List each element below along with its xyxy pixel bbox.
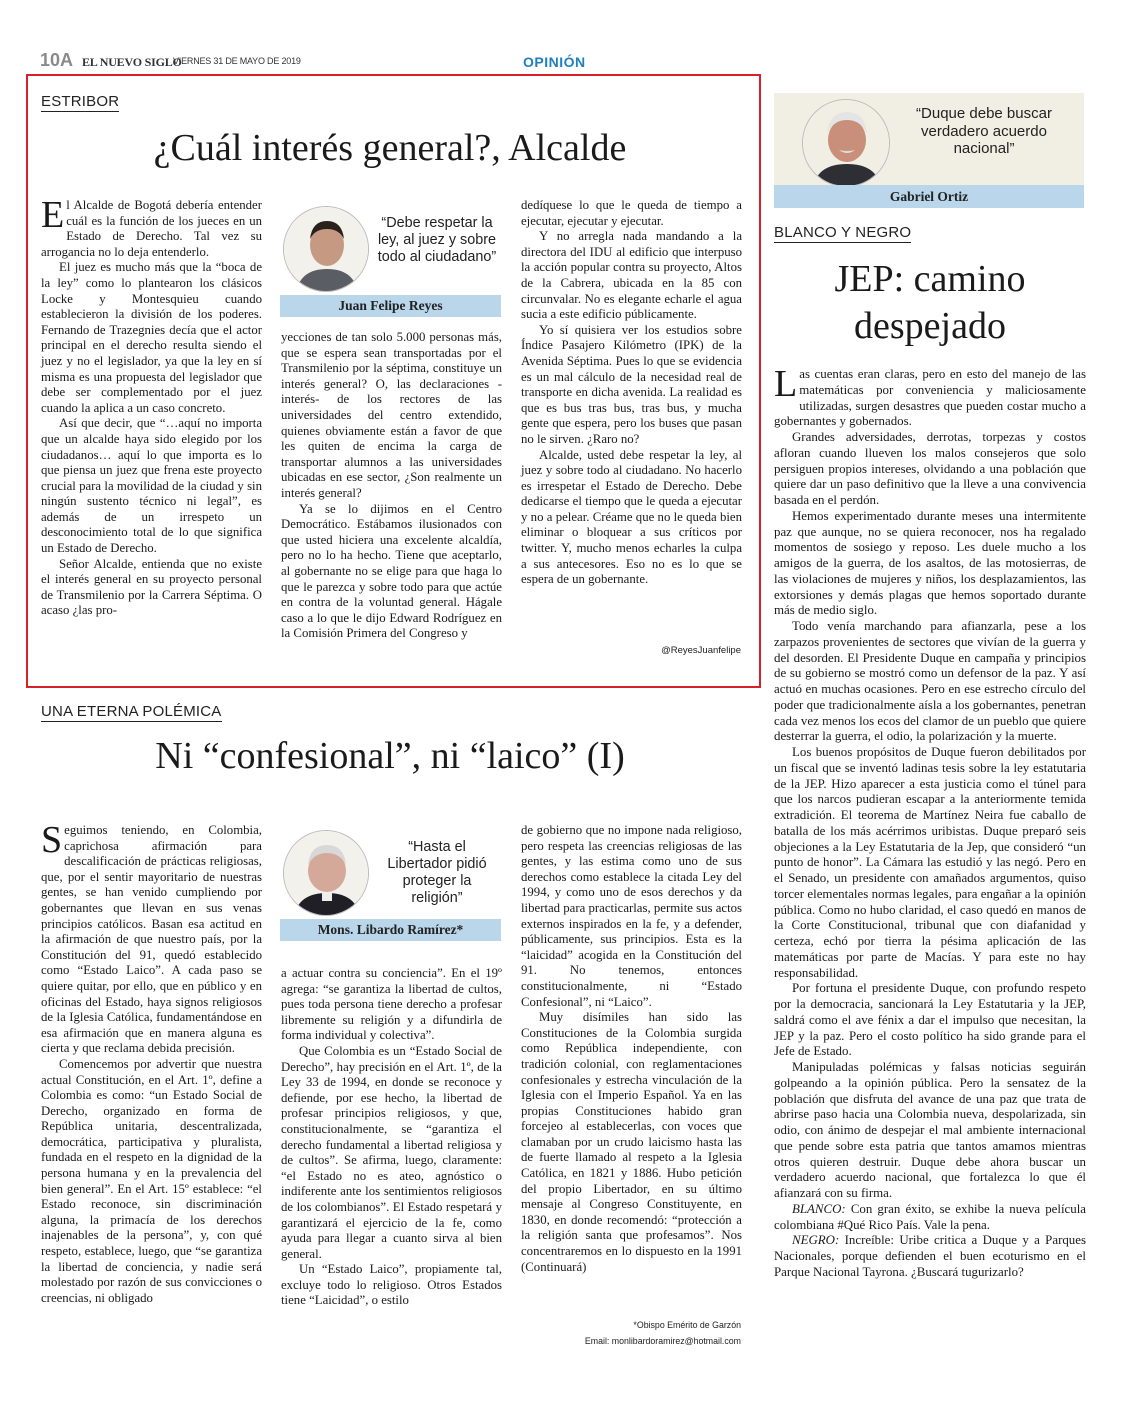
article1-paragraph: Ya se lo dijimos en el Centro Democrático. Estábamos ilusionados con que usted hiciera una excelente alcaldía, pero no lo ha hecho. Tiene que aceptarlo, al gobernante no se elige para que haga lo que le parezca y sobre todo para que actúe en contra de la voluntad general. Hágale caso a lo que le dijo Edward Rodríguez en la Comisión Primera del Congreso y (281, 501, 502, 641)
article3-paragraph: Manipuladas polémicas y falsas noticias seguirán golpeando a la opinión pública. Pero la sensatez de la población que disfruta del avance de una paz que trata de abrirse paso hacia una Colombia nueva, despolarizada, sin odio, con ánimo de despejar el mal ambiente internacional que pende sobre esta patria que tantos amamos mientras otros quieren destruir. Duque debe ahora buscar un verdadero acuerdo nacional, que fortalezca lo que él afianzará con su firma. (774, 1060, 1086, 1200)
article1-paragraph: El Alcalde de Bogotá debería entender cuál es la función de los jueces en un Estado de Derecho. Tal vez su arrogancia no lo deja entenderlo. (41, 194, 262, 259)
issue-date: VIERNES 31 DE MAYO DE 2019 (173, 56, 301, 66)
article3-column (774, 363, 1086, 1281)
article2-signature-1: *Obispo Emérito de Garzón (633, 1320, 741, 1330)
article3-paragraph: Todo venía marchando para afianzarla, pese a los zarpazos provenientes de sectores que vivían de la guerra y del desorden. El Presidente Duque en campaña y principios de su gobierno se mostró como un defensor de la paz. Y así actuó en muchas ocasiones. Pero en ese estrecho círculo del poder que tradicionalmente aísla a los gobernantes, penetran cada vez menos los ecos del clamor de un pueblo que quiere desterrar la guerra, el odio, la polarización y la muerte. (774, 619, 1086, 744)
article2-paragraph: de gobierno que no impone nada religioso, pero respeta las creencias religiosas de las gentes, y las estima como uno de sus derechos como establece la citada Ley del 1994, y como uno de esos derechos y da libertad para practicarlas, permite sus actos externos inspirados en la fe, y a defender, públicamente, sus principios. Esta es la “laicidad” acogida en la Constitución del 91. No tenemos, entonces constitucionalmente, ni “Estado Confesional”, ni “Laico”. (521, 823, 743, 1009)
article2-paragraph: a actuar contra su conciencia”. En el 19º agrega: “se garantiza la libertad de cultos, pues toda persona tiene derecho a profesar libremente su religión y a difundirla de forma individual y colectiva”. (281, 966, 502, 1043)
article2-title: Ni “confesional”, ni “laico” (I) (155, 735, 625, 777)
article1-column-2 (281, 330, 502, 642)
drop-cap: E (41, 194, 65, 236)
article2-column-1 (41, 819, 262, 1306)
page-number: 10A (40, 50, 74, 70)
author-photo (283, 206, 369, 292)
article1-paragraph: Alcalde, usted debe respetar la ley, al juez y sobre todo al ciudadano. No hacerlo es irrespetar el Estado de Derecho. Debe dedicarse el tiempo que le queda a ejecutar y no a pelear. Créame que no le queda bien eliminar o bloquear a sus críticos por twitter. Y, mucho menos echarles la culpa a sus antecesores. Eso no es lo que se espera de un gobernante. (521, 447, 742, 587)
article1-paragraph: El juez es mucho más que la “boca de la ley” como lo plantearon los clásicos Locke y Montesquieu cuando establecieron la división de los poderes. Fernando de Trazegnies decía que el actor principal en el derecho resulta siendo el juez y no el legislador, ya que la ley en sí misma es una propuesta del legislador que debe ser complementado por el juez cuando la aplica a un caso concreto. (41, 260, 262, 415)
article3-paragraph: Las cuentas eran claras, pero en esto del manejo de las matemáticas por conveniencia y maliciosamente utilizadas, surgen desastres que pueden costar mucho a gobernantes y gobernados. (774, 363, 1086, 429)
author-name: Mons. Libardo Ramírez* (280, 919, 501, 941)
article3-kicker: BLANCO Y NEGRO (774, 224, 912, 241)
article1-kicker: ESTRIBOR (41, 93, 120, 110)
pull-quote-text: “Hasta el Libertador pidió proteger la religión” (387, 839, 487, 906)
article3-blanco: BLANCO: Con gran éxito, se exhibe la nueva película colombiana #Qué Rico País. Vale la pena. (774, 1201, 1086, 1232)
article1-paragraph: Yo sí quisiera ver los estudios sobre Índice Pasajero Kilómetro (IPK) de la Avenida Séptima. Pues lo que se evidencia es un mal cálculo de la necesidad real de transporte en dicha avenida. La realidad es que es bus tras bus, tras bus, y mucha gente que espera, pero los buses que pasan no le sirven. ¿Raro no? (521, 322, 742, 446)
article2-paragraph: Que Colombia es un “Estado Social de Derecho”, hay precisión en el Art. 1º, de la Ley 33 de 1994, en donde se reconoce y defiende, por ese hecho, la libertad de profesar principios religiosos, y que, constitucionalmente, se “garantiza el derecho fundamental a libertad religiosa y de cultos”. Se afirma, luego, claramente: “el Estado no es ateo, agnóstico o indiferente ante los sentimientos religiosos de los colombianos”. El Estado respetará y garantizará el ejercicio de la fe, como ayuda para llegar a cuanto sirva al bien general. (281, 1043, 502, 1261)
article2-paragraph: Un “Estado Laico”, propiamente tal, excluye todo lo religioso. Otros Estados tiene “Laicidad”, o estilo (281, 1262, 502, 1308)
pull-quote-text: “Duque debe buscar verdadero acuerdo nacional” (916, 105, 1052, 157)
article3-paragraph: Por fortuna el presidente Duque, con profundo respeto por la democracia, sancionará la Ley Estatutaria y la JEP, saldrá como el ave fénix a dar el impulso que necesitan, la JEP y la paz. Pero el costo político ha sido grande para el Jefe de Estado. (774, 981, 1086, 1059)
article1-signature: @ReyesJuanfelipe (661, 645, 741, 656)
article2-column-2 (281, 966, 502, 1309)
article2-column-3 (521, 823, 742, 1275)
pull-quote-text: “Debe respetar la ley, al juez y sobre todo al ciudadano” (377, 215, 497, 265)
article3-paragraph: Los buenos propósitos de Duque fueron debilitados por un fiscal que se inventó ladinas tesis sobre la ley estatutaria de la JEP. Hizo aparecer a esta justicia como el túnel para que los narcos pudieran escapar a la anteriormente temida extradición. El teorema de Martínez Neira fue caballo de batalla de los más acérrimos uribistas. Duque preparó seis objeciones a la Ley Estatutaria de la Jep, que consideró “un punto de honor”. La Cámara las estudió y las negó. Pero en el Senado, un presidente con amañados argumentos, quiso torcer elementales normas legales, para engañar a la opinión pública. Como no hubo claridad, el caso quedó en manos de la Corte Constitucional, tribunal que con diafanidad y certeza, echó por tierra la pésima aplicación de las matemáticas por parte de Macías. Y para este no hay responsabilidad. (774, 745, 1086, 980)
author-name: Gabriel Ortiz (774, 185, 1084, 208)
author-name: Juan Felipe Reyes (280, 295, 501, 317)
article3-title-line-2: despejado (854, 305, 1006, 347)
article1-paragraph: Así que decir, que “…aquí no importa que un alcalde haya sido elegido por los ciudadanos… aquí lo que importa es lo que piensa un juez que frena este proyecto crucial para la movilidad de la ciudad y sin ningún sustento técnico ni legal”, es además de un irrespeto un desconocimiento total de lo que significa un Estado de Derecho. (41, 416, 262, 556)
negro-label: NEGRO: (792, 1233, 840, 1248)
article2-signature-2: Email: monlibardoramirez@hotmail.com (584, 1336, 741, 1346)
drop-cap: L (774, 363, 798, 405)
article1-paragraph: Y no arregla nada mandando a la directora del IDU al edificio que interpuso la acción popular contra su proyecto, Altos de la Cabrera, ubicada en la 85 con circunvalar. No es elegante echarle el agua sucia a este edificio públicamente. (521, 229, 742, 322)
drop-cap: S (41, 819, 63, 861)
article1-pull-quote (280, 203, 501, 319)
article3-paragraph: Grandes adversidades, derrotas, torpezas y costos afloran cuando llueven los malos consejeros que solo persiguen propios intereses, olvidando a una población que quiere dar un paso definitivo que la lleve a una convivencia basada en el perdón. (774, 430, 1086, 507)
article3-paragraph: Hemos experimentado durante meses una intermitente paz que aunque, no se quiera reconocer, nos ha regalado momentos de sosiego y reposo. Les duele mucho a los amigos de la guerra, de los asaltos, de las motosierras, de las violaciones de mujeres y niños, los desplazamientos, las extorsiones y demás plagas que hemos soportado durante más de medio siglo. (774, 508, 1086, 618)
author-photo (283, 830, 369, 916)
article3-title-line-1: JEP: camino (834, 258, 1026, 300)
article2-paragraph: Seguimos teniendo, en Colombia, caprichosa afirmación para descalificación de prácticas religiosas, que, por el sentir mayoritario de nuestras gentes, se han venido cumpliendo por gobernantes que llevan en sus venas principios católicos. Basan esa actitud en la afirmación de que nuestro país, por la Constitución del 91, quedó establecido como “Estado Laico”. A cada paso se quiere quitar, por ello, que en público y en oficinas del Estado, haya signos religiosos de la Iglesia Católica, fundamentándose en esa afirmación que en manera alguna es cierta y que reclama debida precisión. (41, 819, 262, 1056)
article2-paragraph: Muy disímiles han sido las Constituciones de la Colombia surgida como República independiente, con tradición colonial, con reglamentaciones confesionales y estrecha vinculación de la Iglesia con el Imperio Español. Ya en las propias Constituciones habido gran forcejeo al establecerlas, con voces que clamaban por un crudo laicismo hasta las de fuerte llamado al respeto a la Iglesia Católica, en 1821 y 1886. Hubo petición del propio Libertador, en su último mensaje al Congreso Constituyente, en 1830, en donde recomendó: “protección a la religión santa que profesamos”. Nos concentraremos en lo dispuesto en la 1991 (Continuará) (521, 1010, 742, 1274)
article2-pull-quote (280, 827, 501, 943)
section-title: OPINIÓN (523, 54, 586, 70)
article1-paragraph: yecciones de tan solo 5.000 personas más, que se espera sean transportadas por el Transmilenio por la séptima, constituye un interés general? O, las declaraciones -interés- de los rectores de las universidades del centro extendido, quienes obviamente están a favor de que les quiten de encima la carga de transportar alumnos a las universidades ubicadas en ese sector, ¿Son realmente un interés general? (281, 330, 502, 500)
article3-title (774, 256, 1086, 350)
article3-negro: NEGRO: Increíble: Uribe critica a Duque y a Parques Nacionales, porque defienden el buen ecoturismo en el Parque Nacional Tayrona. ¿Buscará tugurizarlo? (774, 1233, 1086, 1279)
article1-column-1 (41, 194, 262, 619)
blanco-label: BLANCO: (792, 1201, 846, 1216)
author-photo (802, 99, 890, 187)
article3-pull-quote (774, 93, 1084, 208)
article2-kicker: UNA ETERNA POLÉMICA (41, 703, 222, 720)
article1-paragraph: dedíquese lo que le queda de tiempo a ejecutar, ejecutar y ejecutar. (521, 198, 742, 228)
newspaper-name: EL NUEVO SIGLO (82, 55, 182, 69)
page-header (40, 50, 1086, 76)
article1-column-3 (521, 198, 742, 588)
article1-title: ¿Cuál interés general?, Alcalde (153, 127, 627, 169)
article2-paragraph: Comencemos por advertir que nuestra actual Constitución, en el Art. 1º, define a Colombia es como: “un Estado Social de Derecho, organizado en forma de República unitaria, descentralizada, democrática, participativa y pluralista, fundada en el respeto en la dignidad de la persona humana y en la prevalencia del bien general”. En el Art. 15º establece: “el Estado reconoce, sin discriminación alguna, la primacía de los derechos inajenables de la persona”, y, con qué respeto, establece, luego, que “se garantiza la libertad de conciencia, y nadie será molestado por razón de sus convicciones o creencias, ni obligado (41, 1056, 262, 1305)
article1-paragraph: Señor Alcalde, entienda que no existe el interés general en su proyecto personal de Transmilenio por la Carrera Séptima. O acaso ¿las pro- (41, 556, 262, 618)
